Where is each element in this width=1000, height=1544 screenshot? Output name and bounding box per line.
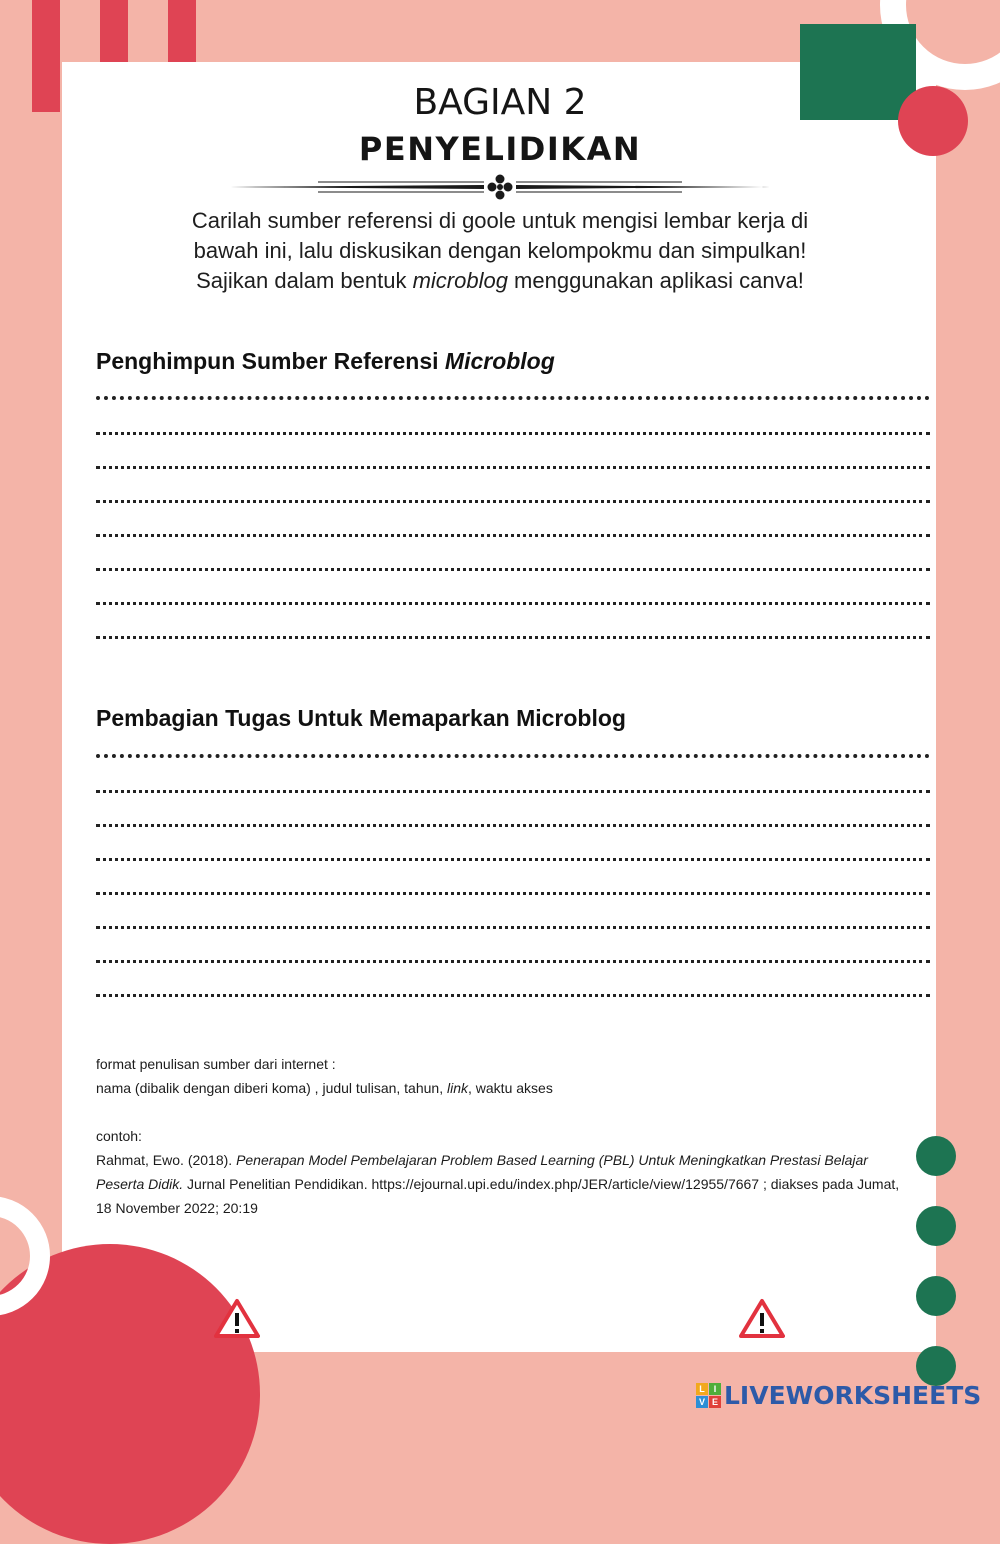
answer-line[interactable] <box>96 602 930 605</box>
instruction-line: bawah ini, lalu diskusikan dengan kelompokmu dan simpulkan! <box>193 238 807 263</box>
example-text: Rahmat, Ewo. (2018). Penerapan Model Pembelajaran Problem Based Learning (PBL) Untuk Meningkatkan Prestasi Belajar Peserta Didik. Jurnal Penelitian Pendidikan. https://ejournal.upi.edu/index.php/JER/article/view/12955/7667 ; diakses pada Jumat, 18 November 2022; 20:19 <box>96 1152 900 1216</box>
answer-line[interactable] <box>96 568 930 571</box>
instruction-line: Carilah sumber referensi di goole untuk mengisi lembar kerja di <box>191 208 809 233</box>
answer-line[interactable] <box>96 926 930 929</box>
answer-line[interactable] <box>96 500 930 503</box>
instruction-line: Sajikan dalam bentuk microblog menggunakan aplikasi canva! <box>196 268 804 293</box>
answer-line[interactable] <box>96 636 930 639</box>
answer-line[interactable] <box>96 790 930 793</box>
section-heading-task-division: Pembagian Tugas Untuk Memaparkan Microblog <box>96 705 626 731</box>
answer-line[interactable] <box>96 754 930 758</box>
decor-green-dot <box>916 1276 956 1316</box>
fleuron-icon <box>488 175 513 200</box>
example-citation <box>96 1124 916 1220</box>
decor-green-dot <box>916 1136 956 1176</box>
answer-line[interactable] <box>96 466 930 469</box>
answer-line[interactable] <box>96 858 930 861</box>
warning-icon <box>739 1298 785 1338</box>
answer-line[interactable] <box>96 892 930 895</box>
live-badge: L I V E <box>696 1383 721 1408</box>
decor-green-dot <box>916 1206 956 1246</box>
answer-line[interactable] <box>96 994 930 997</box>
format-description: nama (dibalik dengan diberi koma) , judul tulisan, tahun, link, waktu akses <box>96 1080 553 1096</box>
answer-line[interactable] <box>96 396 930 400</box>
page-title: PENYELIDIKAN <box>358 130 642 168</box>
liveworksheets-logo[interactable] <box>696 1380 981 1410</box>
instructions-text <box>120 206 880 296</box>
ornamental-divider <box>228 172 772 202</box>
format-note <box>96 1052 916 1100</box>
part-label: BAGIAN 2 <box>413 82 587 123</box>
warning-icon <box>214 1298 260 1338</box>
answer-line[interactable] <box>96 534 930 537</box>
answer-line[interactable] <box>96 960 930 963</box>
example-label: contoh: <box>96 1128 142 1144</box>
format-label: format penulisan sumber dari internet : <box>96 1056 336 1072</box>
brand-name: LIVEWORKSHEETS <box>724 1380 982 1410</box>
section-heading-references: Penghimpun Sumber Referensi Microblog <box>96 348 555 374</box>
answer-line[interactable] <box>96 824 930 827</box>
answer-line[interactable] <box>96 432 930 435</box>
